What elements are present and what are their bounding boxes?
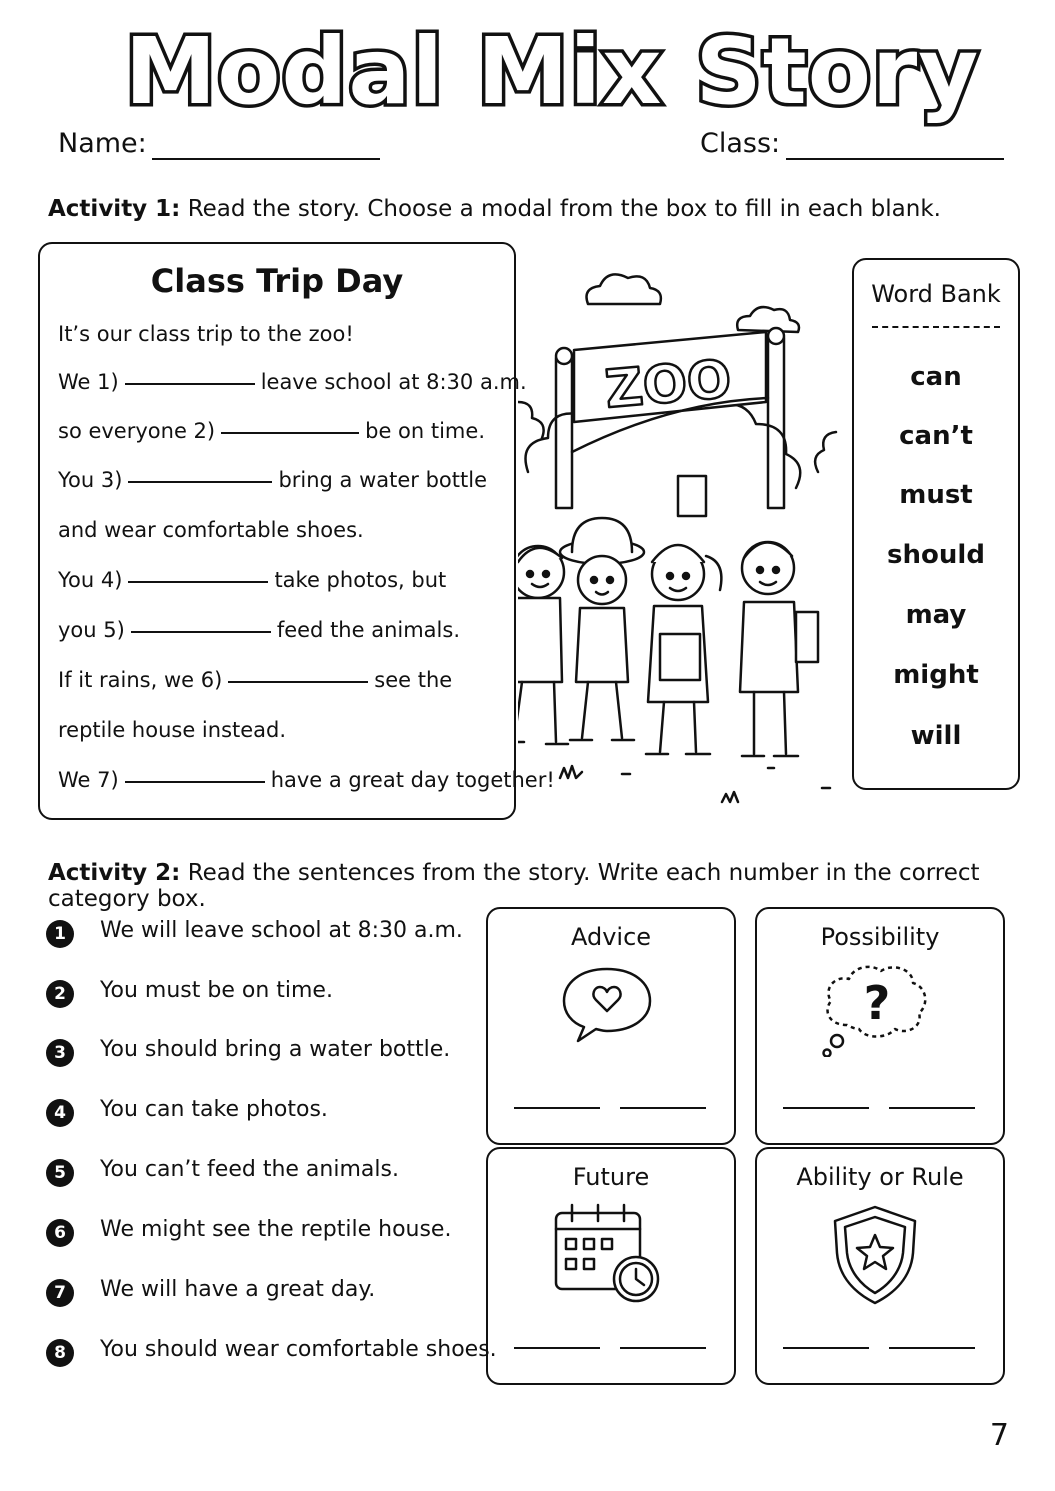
question-thought-bubble-icon — [821, 961, 933, 1057]
answer-line[interactable] — [783, 1347, 869, 1349]
answer-line[interactable] — [889, 1107, 975, 1109]
divider — [872, 326, 1000, 328]
sentence-text: You should wear comfortable shoes. — [100, 1337, 497, 1362]
story-text: We 1) — [58, 370, 119, 394]
word-bank-title: Word Bank — [871, 280, 1001, 308]
answer-line[interactable] — [514, 1107, 600, 1109]
sentence-text: You should bring a water bottle. — [100, 1037, 451, 1062]
category-title: Possibility — [820, 923, 940, 951]
category-advice — [486, 907, 736, 1145]
child-figure — [560, 518, 644, 740]
story-text: you 5) — [58, 618, 125, 642]
story-line-4: and wear comfortable shoes. — [58, 518, 364, 542]
sentence-number: 2 — [46, 980, 74, 1008]
answer-line[interactable] — [514, 1347, 600, 1349]
story-text: be on time. — [365, 419, 485, 443]
sentence-text: We will leave school at 8:30 a.m. — [100, 918, 463, 943]
activity2-label: Activity 2: — [48, 860, 181, 886]
story-text: bring a water bottle — [278, 468, 488, 492]
blank-4[interactable] — [128, 580, 268, 583]
story-text: If it rains, we 6) — [58, 668, 223, 692]
word-bank-word: will — [910, 721, 962, 751]
cloud-icon — [587, 274, 661, 304]
word-bank-word: can — [910, 362, 962, 392]
blank-2[interactable] — [221, 431, 359, 434]
blank-7[interactable] — [125, 780, 265, 783]
activity2-heading — [48, 860, 1055, 912]
name-label: Name: — [58, 128, 147, 159]
story-text: We 7) — [58, 768, 119, 792]
category-ability-or-rule — [755, 1147, 1005, 1385]
category-title: Future — [572, 1163, 650, 1191]
word-bank-word: must — [899, 480, 973, 510]
answer-line[interactable] — [620, 1347, 706, 1349]
zoo-sign-text: ZOO — [602, 349, 734, 421]
story-intro: It’s our class trip to the zoo! — [58, 322, 354, 346]
category-future — [486, 1147, 736, 1385]
category-possibility — [755, 907, 1005, 1145]
word-bank-word: can’t — [899, 421, 973, 451]
story-box — [38, 242, 555, 820]
sentence-number: 1 — [46, 920, 74, 948]
sentence-number: 4 — [46, 1099, 74, 1127]
gate-post-right — [768, 338, 784, 508]
story-text: You 3) — [58, 468, 123, 492]
cloud-icon — [737, 307, 799, 332]
category-title: Ability or Rule — [796, 1163, 964, 1191]
star-shield-icon — [829, 1203, 921, 1307]
story-text: feed the animals. — [276, 618, 460, 642]
calendar-clock-icon — [552, 1203, 662, 1305]
sentence-text: You can’t feed the animals. — [100, 1157, 399, 1182]
activity2-instruction: Read the sentences from the story. Write each number in the correct category box. — [48, 860, 980, 912]
blank-6[interactable] — [228, 680, 368, 683]
class-field[interactable] — [786, 158, 1004, 160]
sentence-number: 6 — [46, 1219, 74, 1247]
story-text: see the — [374, 668, 453, 692]
child-figure — [646, 545, 721, 754]
story-line-1 — [58, 370, 527, 394]
story-title: Class Trip Day — [150, 262, 404, 300]
gate-post-left — [556, 358, 572, 508]
story-line-8: reptile house instead. — [58, 718, 287, 742]
activity1-heading — [48, 196, 941, 222]
word-bank-word: might — [893, 660, 979, 690]
story-text: leave school at 8:30 a.m. — [260, 370, 527, 394]
story-text: have a great day together! — [270, 768, 555, 792]
word-bank-word: should — [887, 540, 985, 570]
story-text: You 4) — [58, 568, 123, 592]
activity1-label: Activity 1: — [48, 196, 181, 222]
activity1-instruction: Read the story. Choose a modal from the box to fill in each blank. — [187, 196, 941, 222]
story-text: so everyone 2) — [58, 419, 216, 443]
sentence-text: You must be on time. — [100, 978, 333, 1003]
story-text: take photos, but — [274, 568, 447, 592]
zoo-illustration — [518, 262, 850, 808]
blank-5[interactable] — [131, 630, 271, 633]
sentence-text: You can take photos. — [100, 1097, 328, 1122]
sentence-number: 3 — [46, 1039, 74, 1067]
word-bank — [852, 258, 1020, 790]
story-line-7 — [58, 668, 452, 692]
answer-line[interactable] — [889, 1347, 975, 1349]
sentence-number: 5 — [46, 1159, 74, 1187]
answer-line[interactable] — [620, 1107, 706, 1109]
story-line-9 — [58, 768, 555, 792]
answer-line[interactable] — [783, 1107, 869, 1109]
child-figure — [740, 542, 818, 756]
worksheet-title — [0, 0, 1055, 140]
sentence-number: 8 — [46, 1339, 74, 1367]
child-figure — [518, 526, 568, 744]
class-label: Class: — [700, 128, 781, 159]
blank-1[interactable] — [125, 382, 255, 385]
blank-3[interactable] — [128, 480, 272, 483]
category-title: Advice — [570, 923, 652, 951]
page-number: 7 — [989, 1418, 1009, 1453]
name-field[interactable] — [152, 158, 380, 160]
word-bank-word: may — [905, 600, 967, 630]
worksheet-title-text: Modal Mix Story — [124, 18, 980, 125]
sentence-text: We will have a great day. — [100, 1277, 376, 1302]
story-line-2 — [58, 419, 485, 443]
story-line-5 — [58, 568, 446, 592]
heart-speech-bubble-icon — [560, 965, 654, 1045]
question-mark: ? — [863, 976, 891, 1030]
sentence-number: 7 — [46, 1279, 74, 1307]
story-line-6 — [58, 618, 460, 642]
sentence-text: We might see the reptile house. — [100, 1217, 452, 1242]
story-line-3 — [58, 468, 487, 492]
